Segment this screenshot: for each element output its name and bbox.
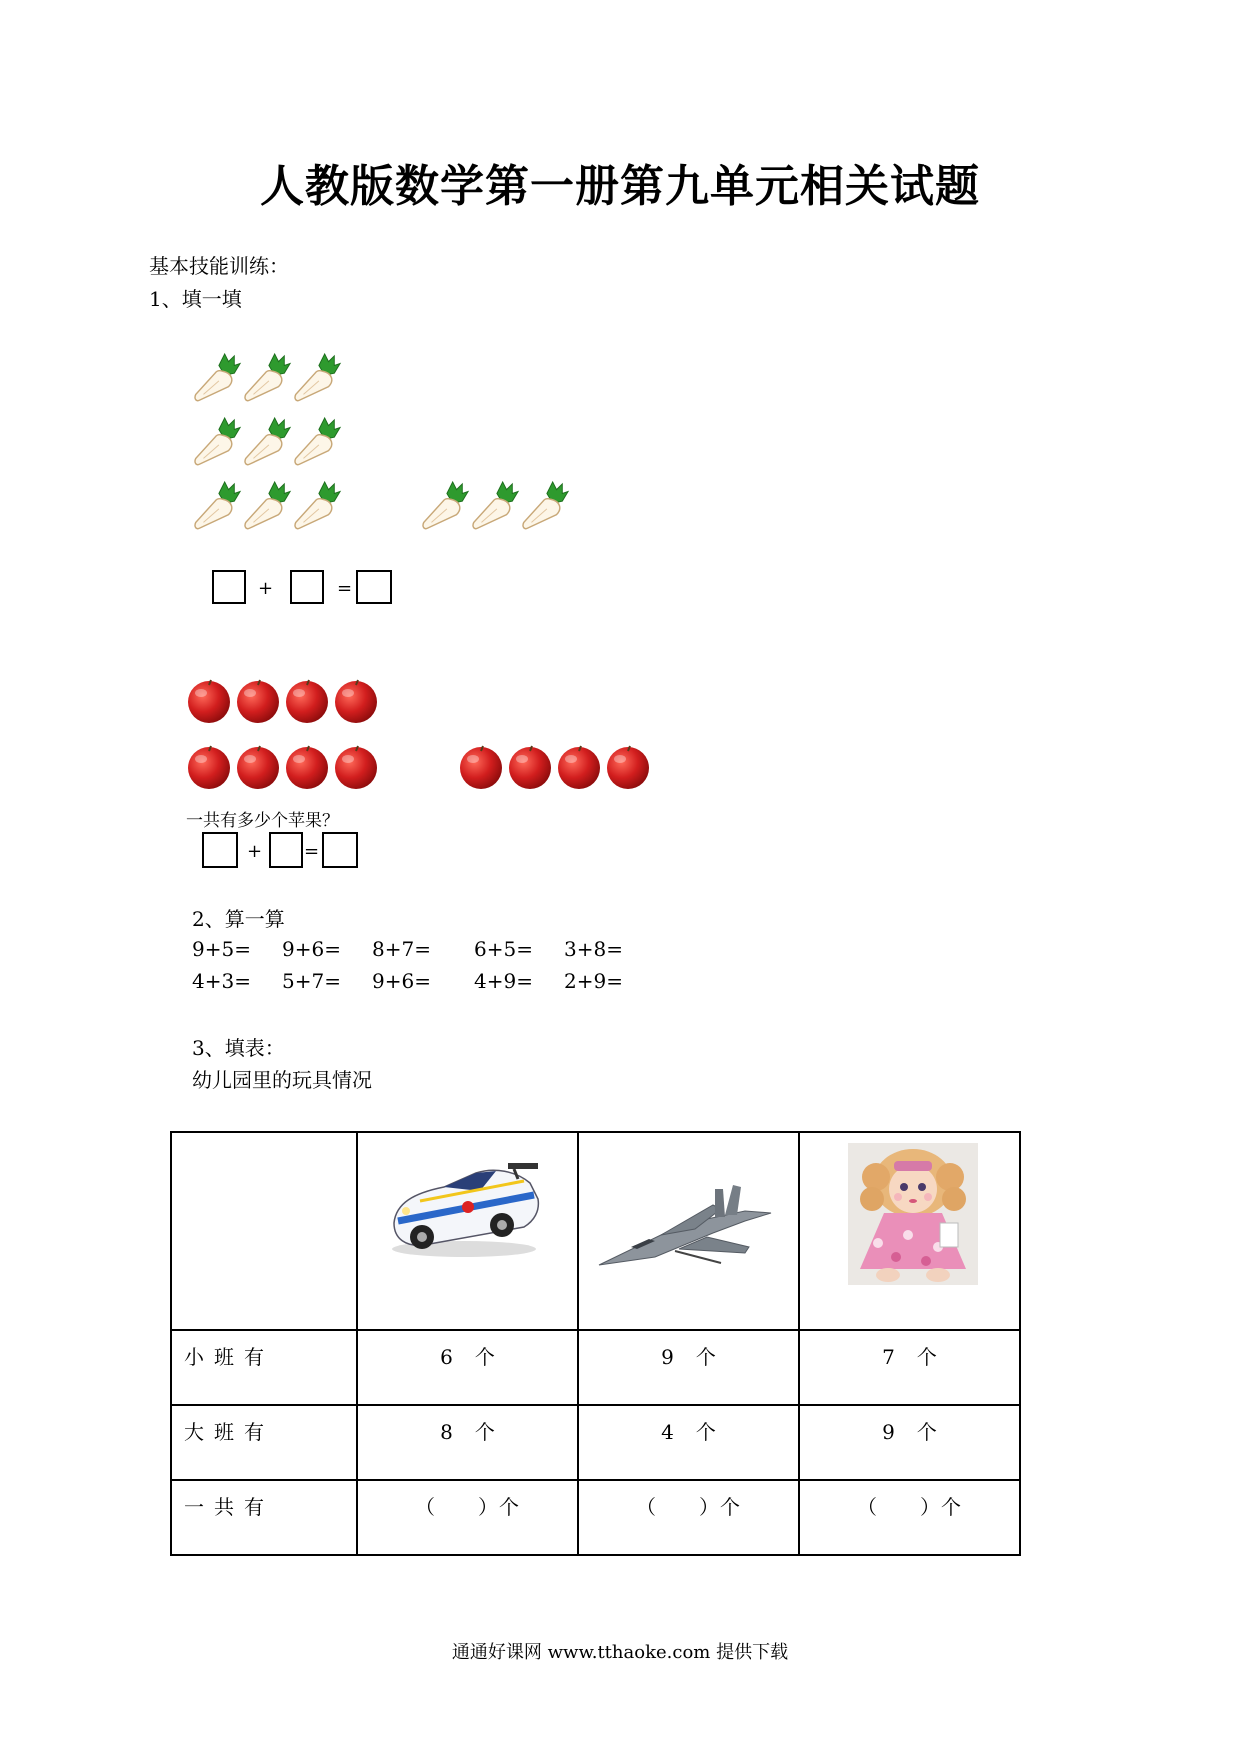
apple-icon [606, 746, 650, 790]
radish-icon [290, 415, 342, 469]
apple-icon [508, 746, 552, 790]
calc-expression: 9+6= [282, 937, 341, 961]
small-class-jets: 9 个 [578, 1330, 799, 1405]
apple-icon [459, 746, 503, 790]
apple-icon [236, 680, 280, 724]
radish-icon [240, 415, 292, 469]
calc-expression: 4+9= [474, 969, 533, 993]
fighter-jet-cell [578, 1132, 799, 1330]
row-label-total: 一共有 [171, 1480, 357, 1555]
section-heading: 基本技能训练： [149, 254, 289, 278]
equals-sign: = [337, 578, 353, 599]
apple-icon [285, 680, 329, 724]
calc-expression: 9+5= [192, 937, 251, 961]
question-2-label: 2、算一算 [192, 907, 285, 931]
apple-equals-sign: = [304, 841, 320, 862]
row-label-big-class: 大班有 [171, 1405, 357, 1480]
doll-image [848, 1143, 978, 1285]
big-class-dolls: 9 个 [799, 1405, 1020, 1480]
table-caption: 幼儿园里的玩具情况 [192, 1068, 372, 1092]
apple-icon [334, 746, 378, 790]
calc-expression: 3+8= [564, 937, 623, 961]
answer-box-addend-1[interactable] [212, 570, 246, 604]
apple-question: 一共有多少个苹果？ [186, 811, 339, 831]
radish-icon [290, 479, 342, 533]
apple-icon [557, 746, 601, 790]
total-dolls-blank[interactable]: （ ）个 [799, 1480, 1020, 1555]
answer-box-sum[interactable] [356, 570, 392, 604]
question-1-label: 1、填一填 [149, 287, 242, 311]
table-row [171, 1330, 1020, 1405]
doll-cell [799, 1132, 1020, 1330]
small-class-dolls: 7 个 [799, 1330, 1020, 1405]
calc-expression: 4+3= [192, 969, 251, 993]
radish-icon [190, 351, 242, 405]
toy-table [170, 1131, 1021, 1556]
big-class-cars: 8 个 [357, 1405, 578, 1480]
total-cars-blank[interactable]: （ ）个 [357, 1480, 578, 1555]
table-row [171, 1480, 1020, 1555]
page-footer: 通通好课网 www.tthaoke.com 提供下载 [451, 1642, 789, 1663]
apple-answer-box-sum[interactable] [322, 832, 358, 868]
radish-icon [518, 479, 570, 533]
race-car-cell [357, 1132, 578, 1330]
apple-answer-box-addend-2[interactable] [269, 832, 303, 868]
apple-icon [334, 680, 378, 724]
radish-icon [290, 351, 342, 405]
answer-box-addend-2[interactable] [290, 570, 324, 604]
radish-icon [240, 351, 292, 405]
small-class-cars: 6 个 [357, 1330, 578, 1405]
fighter-jet-image [595, 1175, 775, 1285]
race-car-image [384, 1151, 544, 1261]
calc-expression: 6+5= [474, 937, 533, 961]
calc-expression: 5+7= [282, 969, 341, 993]
calc-expression: 8+7= [372, 937, 431, 961]
apple-icon [187, 746, 231, 790]
table-corner-cell [171, 1132, 357, 1330]
calc-expression: 2+9= [564, 969, 623, 993]
radish-icon [468, 479, 520, 533]
question-3-label: 3、填表： [192, 1036, 285, 1060]
total-jets-blank[interactable]: （ ）个 [578, 1480, 799, 1555]
radish-icon [190, 479, 242, 533]
apple-answer-box-addend-1[interactable] [202, 832, 238, 868]
apple-icon [187, 680, 231, 724]
apple-icon [236, 746, 280, 790]
apple-plus-sign: + [247, 841, 263, 862]
calc-expression: 9+6= [372, 969, 431, 993]
row-label-small-class: 小班有 [171, 1330, 357, 1405]
page-title: 人教版数学第一册第九单元相关试题 [260, 161, 980, 212]
big-class-jets: 4 个 [578, 1405, 799, 1480]
apple-icon [285, 746, 329, 790]
table-row [171, 1405, 1020, 1480]
plus-sign: + [258, 578, 274, 599]
radish-icon [190, 415, 242, 469]
radish-icon [418, 479, 470, 533]
radish-icon [240, 479, 292, 533]
